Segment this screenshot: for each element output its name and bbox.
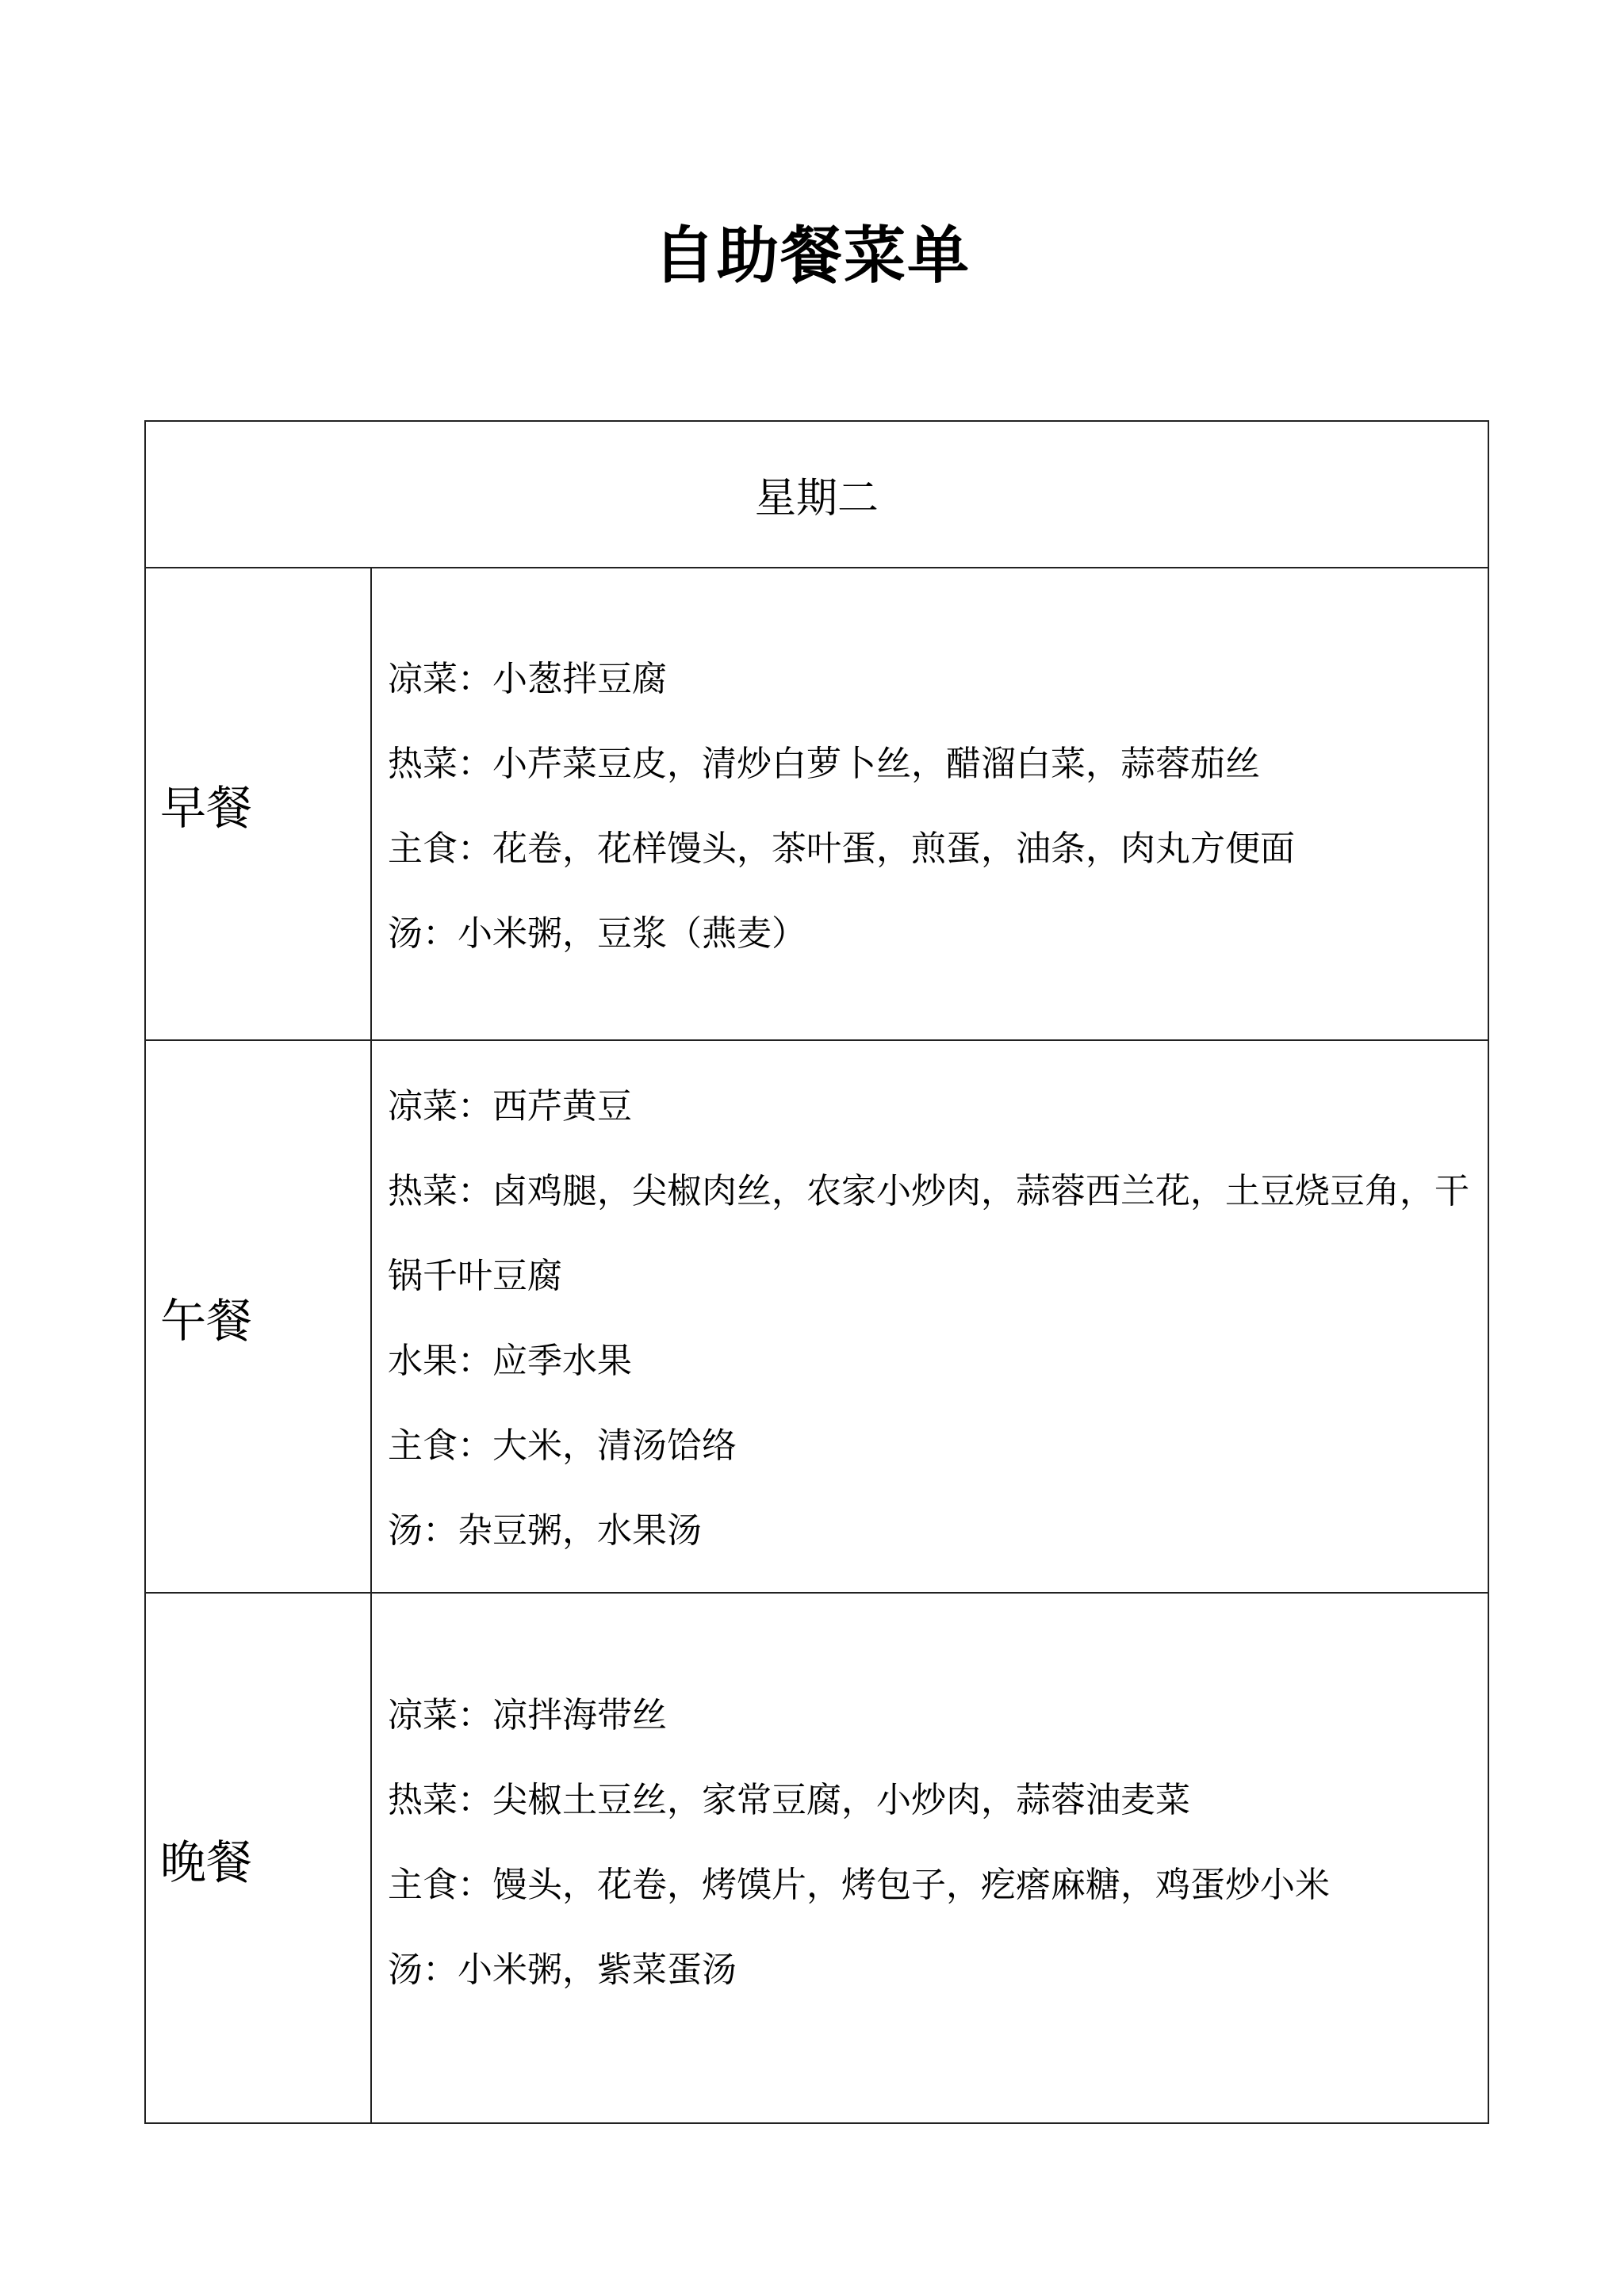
lunch-items: [371, 1040, 1488, 1593]
meal-label-lunch: 午餐: [145, 1040, 371, 1593]
dinner-list: [388, 1673, 1472, 2044]
meal-label-breakfast: 早餐: [145, 568, 371, 1040]
lunch-hot-dish: 热菜：卤鸡腿，尖椒肉丝，农家小炒肉，蒜蓉西兰花，土豆烧豆角，干锅千叶豆腐: [388, 1170, 1469, 1296]
lunch-staple: 主食：大米，清汤饸络: [388, 1425, 737, 1466]
page-title: 自助餐菜单: [653, 220, 971, 292]
dinner-items: [371, 1593, 1488, 2123]
menu-table: [144, 420, 1489, 2124]
lunch-soup: 汤：杂豆粥，水果汤: [388, 1510, 702, 1551]
lunch-list: [388, 1061, 1472, 1573]
breakfast-row: [145, 568, 1488, 1040]
breakfast-soup: 汤：小米粥，豆浆（燕麦）: [388, 913, 806, 954]
day-row: [145, 421, 1488, 568]
day-heading: 星期二: [145, 421, 1488, 568]
breakfast-staple: 主食：花卷，花样馒头，茶叶蛋，煎蛋，油条，肉丸方便面: [388, 828, 1295, 869]
breakfast-items: [371, 568, 1488, 1040]
breakfast-hot-dish: 热菜：小芹菜豆皮，清炒白萝卜丝，醋溜白菜，蒜蓉茄丝: [388, 744, 1260, 784]
meal-label-dinner: 晚餐: [145, 1593, 371, 2123]
dinner-cold-dish: 凉菜：凉拌海带丝: [388, 1694, 667, 1735]
breakfast-list: [388, 632, 1472, 976]
lunch-row: [145, 1040, 1488, 1593]
lunch-cold-dish: 凉菜：西芹黄豆: [388, 1085, 632, 1127]
dinner-soup: 汤：小米粥，紫菜蛋汤: [388, 1949, 737, 1990]
lunch-fruit: 水果：应季水果: [388, 1340, 632, 1381]
breakfast-cold-dish: 凉菜：小葱拌豆腐: [388, 659, 667, 699]
dinner-row: [145, 1593, 1488, 2123]
dinner-staple: 主食：馒头，花卷，烤馍片，烤包子，疙瘩麻糖，鸡蛋炒小米: [388, 1864, 1330, 1905]
dinner-hot-dish: 热菜：尖椒土豆丝，家常豆腐，小炒肉，蒜蓉油麦菜: [388, 1779, 1190, 1820]
